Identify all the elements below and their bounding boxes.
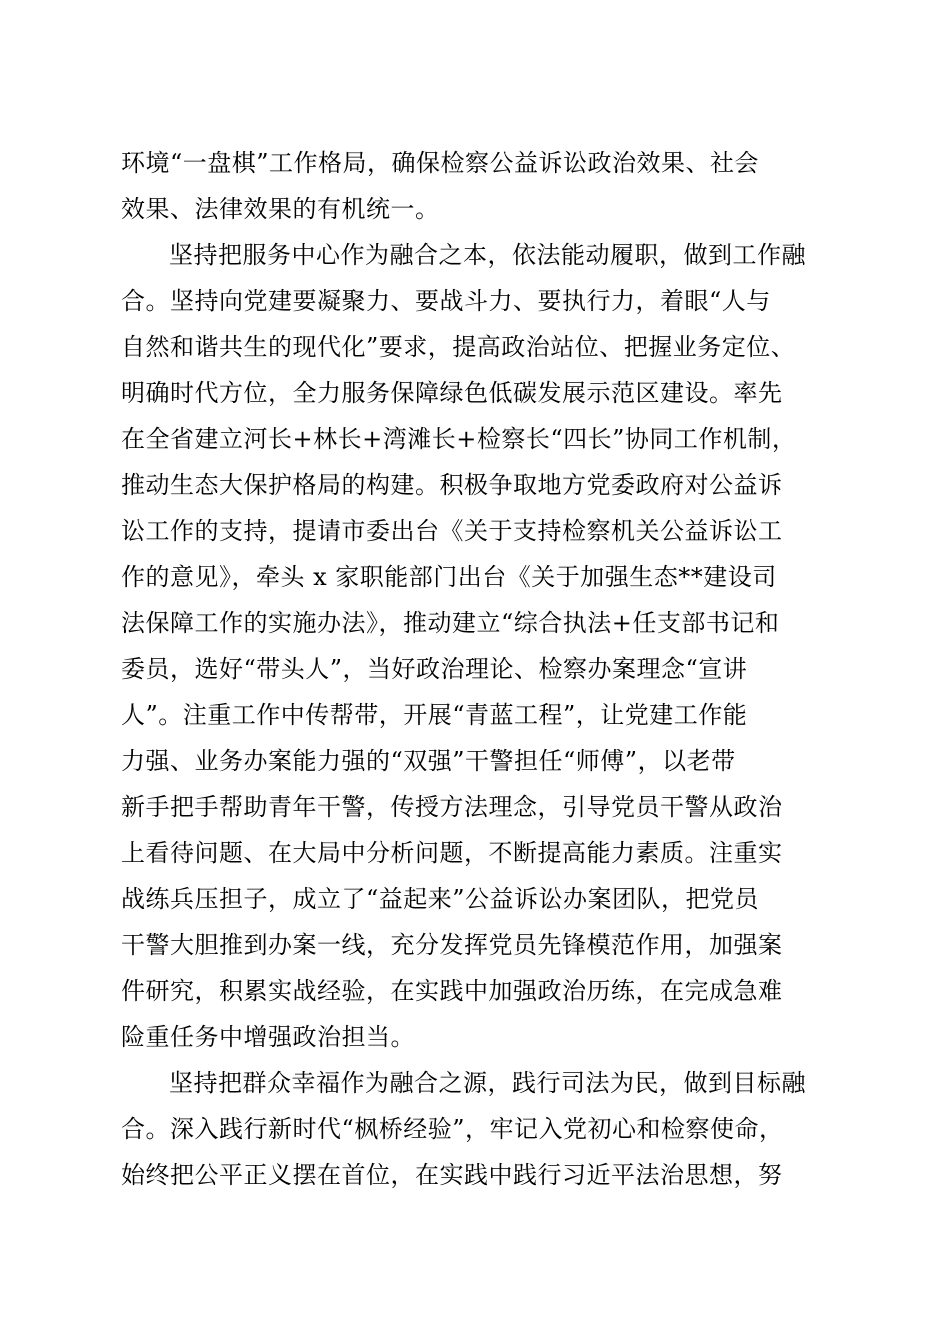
- paragraph-first-line: 坚持把群众幸福作为融合之源，践行司法为民，做到目标融: [169, 1069, 806, 1097]
- text-line: 力强、业务办案能力强的“双强”干警担任“师傅”，以老带: [121, 747, 736, 775]
- text-line: 干警大胆推到办案一线，充分发挥党员先锋模范作用，加强案: [121, 931, 783, 959]
- text-line: 件研究，积累实战经验，在实践中加强政治历练，在完成急难: [121, 977, 783, 1005]
- text-line: 在全省建立河长+林长+湾滩长+检察长“四长”协同工作机制，: [121, 425, 797, 453]
- paragraph-first-line: 坚持把服务中心作为融合之本，依法能动履职，做到工作融: [169, 241, 806, 269]
- text-line: 人”。注重工作中传帮带，开展“青蓝工程”，让党建工作能: [121, 701, 748, 729]
- text-line: 委员，选好“带头人”，当好政治理论、检察办案理念“宣讲: [121, 655, 748, 683]
- text-line: 法保障工作的实施办法》，推动建立“综合执法+任支部书记和: [121, 609, 780, 637]
- text-line: 始终把公平正义摆在首位，在实践中践行习近平法治思想，努: [121, 1161, 783, 1189]
- text-line: 效果、法律效果的有机统一。: [121, 195, 440, 223]
- text-line: 险重任务中增强政治担当。: [121, 1023, 415, 1051]
- text-line: 环境“一盘棋”工作格局，确保检察公益诉讼政治效果、社会: [121, 149, 760, 177]
- text-line: 推动生态大保护格局的构建。积极争取地方党委政府对公益诉: [121, 471, 783, 499]
- text-line: 新手把手帮助青年干警，传授方法理念，引导党员干警从政治: [121, 793, 783, 821]
- text-line: 讼工作的支持，提请市委出台《关于支持检察机关公益诉讼工: [121, 517, 783, 545]
- text-line: 战练兵压担子，成立了“益起来”公益诉讼办案团队，把党员: [121, 885, 760, 913]
- text-line: 合。深入践行新时代“枫桥经验”，牢记入党初心和检察使命，: [121, 1115, 784, 1143]
- text-line: 合。坚持向党建要凝聚力、要战斗力、要执行力，着眼“人与: [121, 287, 771, 315]
- text-line: 上看待问题、在大局中分析问题，不断提高能力素质。注重实: [121, 839, 783, 867]
- text-line: 明确时代方位，全力服务保障绿色低碳发展示范区建设。率先: [121, 379, 783, 407]
- text-line: 自然和谐共生的现代化”要求，提高政治站位、把握业务定位、: [121, 333, 796, 361]
- text-line: 作的意见》，牵头 x 家职能部门出台《关于加强生态**建设司: [121, 563, 777, 591]
